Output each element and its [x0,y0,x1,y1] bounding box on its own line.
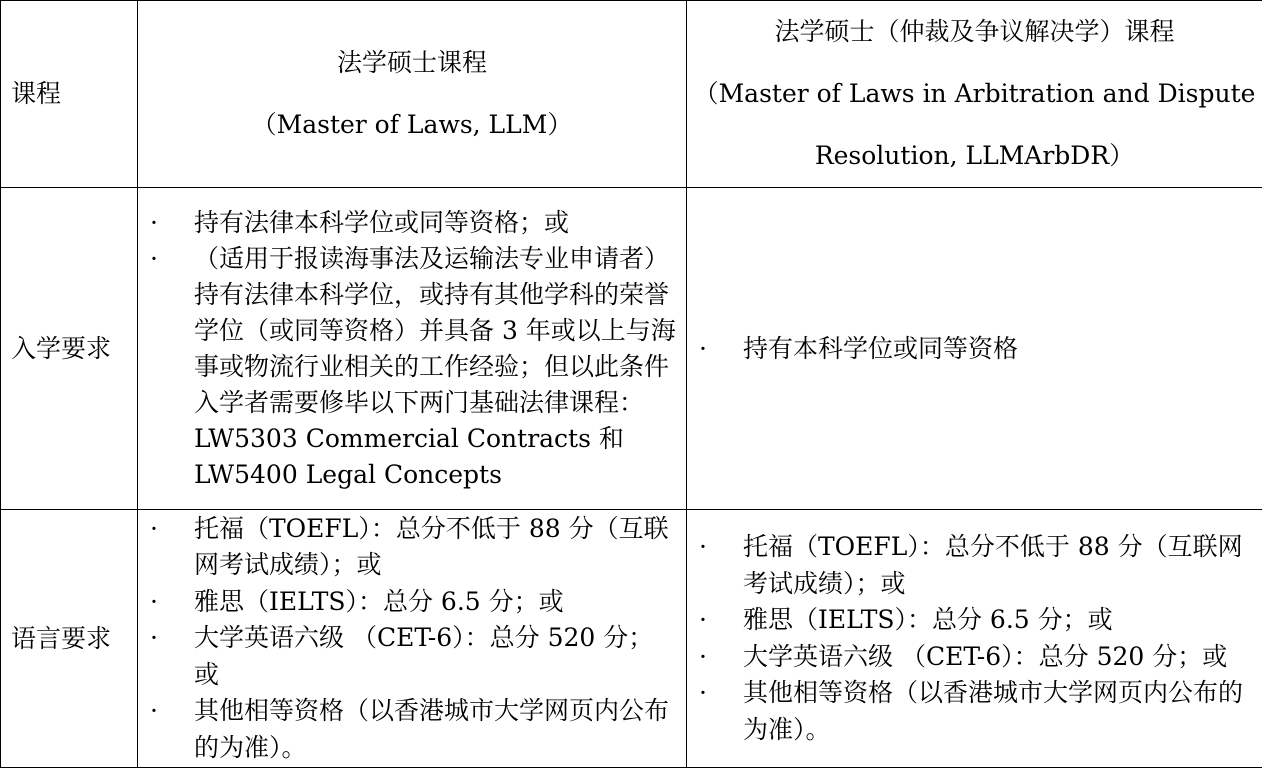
list-item: · 持有本科学位或同等资格 [687,331,1262,367]
list-item: · 雅思（IELTS）：总分 6.5 分；或 [138,584,686,621]
list-item: · 托福（TOEFL）：总分不低于 88 分（互联网考试成绩）；或 [138,511,686,584]
language-requirements-row [1,510,1262,768]
llm-entry-list [138,205,686,493]
language-label-cell [1,510,138,768]
header-row [1,1,1262,188]
llm-title: 法学硕士课程 [138,32,686,94]
list-item: · 大学英语六级 （CET-6）：总分 520 分；或 [687,639,1262,676]
language-requirements-label: 语言要求 [11,624,111,653]
arb-english-name-line2: Resolution, LLMArbDR） [687,125,1262,187]
arb-header-cell [687,1,1262,188]
list-item: · 雅思（IELTS）：总分 6.5 分；或 [687,602,1262,639]
arb-title: 法学硕士（仲裁及争议解决学）课程 [687,1,1262,63]
list-item: · 大学英语六级 （CET-6）：总分 520 分；或 [138,620,686,693]
list-item: · 其他相等资格（以香港城市大学网页内公布的为准）。 [138,693,686,766]
arb-entry-list [687,331,1262,367]
llm-english-name: （Master of Laws, LLM） [138,94,686,156]
entry-label-cell [1,188,138,510]
llm-header-cell [138,1,687,188]
llm-language-list [138,511,686,767]
arb-language-list [687,529,1262,748]
arb-language-cell [687,510,1262,768]
entry-requirements-label: 入学要求 [11,334,111,363]
header-label-cell [1,1,138,188]
arb-entry-cell [687,188,1262,510]
llm-entry-cell [138,188,687,510]
program-label: 课程 [11,79,61,108]
list-item: · 托福（TOEFL）：总分不低于 88 分（互联网考试成绩）；或 [687,529,1262,602]
list-item: · 持有法律本科学位或同等资格；或 [138,205,686,241]
arb-english-name-line1: （Master of Laws in Arbitration and Dispute [687,63,1262,125]
entry-requirements-row [1,188,1262,510]
list-item: · （适用于报读海事法及运输法专业申请者）持有法律本科学位，或持有其他学科的荣誉学位（或同等资格）并具备 3 年或以上与海事或物流行业相关的工作经验；但以此条件入学者需要修毕以下两门基础法律课程：LW5303 Commercial Contracts 和 LW5400 Legal Concepts [138,241,686,493]
list-item: · 其他相等资格（以香港城市大学网页内公布的为准）。 [687,675,1262,748]
llm-language-cell [138,510,687,768]
